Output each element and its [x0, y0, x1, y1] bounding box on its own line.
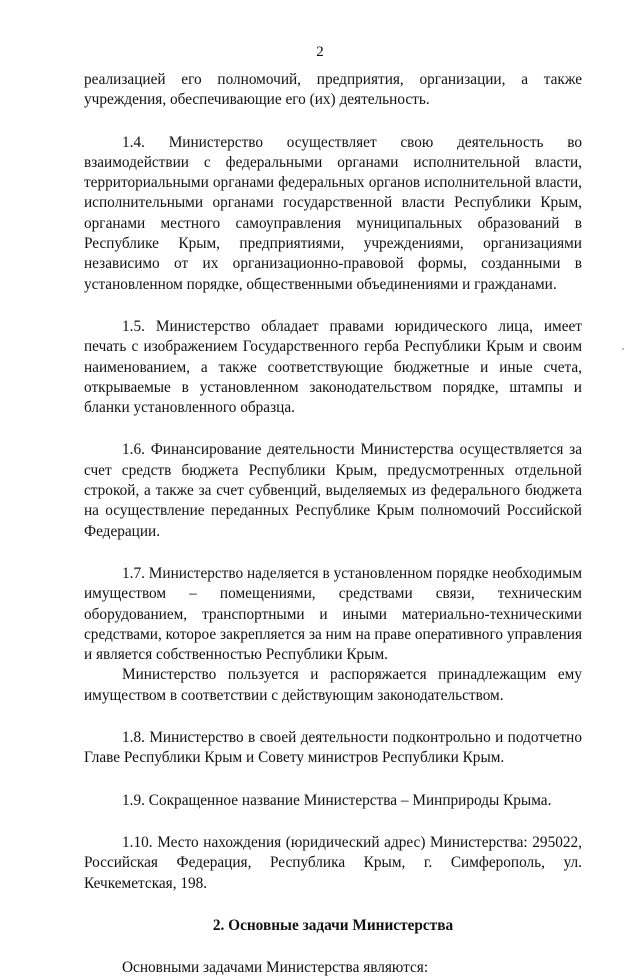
- paragraph-1-9: 1.9. Сокращенное название Министерства – Минприроды Крыма.: [122, 791, 552, 809]
- section-heading: 2. Основные задачи Министерства: [212, 916, 454, 934]
- paragraph-1-7-continued: Министерство пользуется и распоряжается принадлежащим ему имуществом в соответствии с действующим законодательством.: [84, 666, 582, 704]
- paragraph-1-7: 1.7. Министерство наделяется в установленном порядке необходимым имуществом – помещениями, средствами связи, техническим оборудованием, транспортными и иными материально-техническими средствами, которое закрепляется за ним на праве оперативного управления и является собственностью Республики Крым.: [84, 564, 582, 664]
- section-intro: Основными задачами Министерства являются:: [122, 959, 429, 977]
- paragraph-1-5: 1.5. Министерство обладает правами юридического лица, имеет печать с изображением Государственного герба Республики Крым и своим наименованием, а также соответствующие бюджетные и иные счета, открываемые в установленном законодательством порядке, штампы и бланки установленного образца.: [84, 317, 582, 417]
- paragraph-1-8: 1.8. Министерство в своей деятельности подконтрольно и подотчетно Главе Республики Крым и Совету министров Республики Крым.: [84, 729, 582, 767]
- paragraph-1-6: 1.6. Финансирование деятельности Министерства осуществляется за счет средств бюджета Республики Крым, предусмотренных отдельной строкой, а также за счет субвенций, выделяемых из федерального бюджета на осуществление переданных Республике Крым полномочий Российской Федерации.: [84, 441, 582, 540]
- page-number: 2: [316, 44, 324, 60]
- paragraph-1-10: 1.10. Место нахождения (юридический адрес) Министерства: 295022, Российская Федерация, Республика Крым, г. Симферополь, ул. Кечкеметская, 198.: [84, 833, 582, 892]
- paragraph-1-4: 1.4. Министерство осуществляет свою деятельность во взаимодействии с федеральными органами исполнительной власти, территориальными органами федеральных органов исполнительной власти, исполнительными органами государственной власти Республики Крым, органами местного самоуправления муниципальных образований в Республике Крым, предприятиями, учреждениями, организациями независимо от их организационно-правовой формы, созданными в установленном порядке, общественными объединениями и гражданами.: [84, 133, 582, 293]
- document-body: [84, 70, 582, 978]
- paragraph-continuation: реализацией его полномочий, предприятия, организации, а также учреждения, обеспечивающие его (их) деятельность.: [84, 71, 582, 109]
- scan-artifact: [622, 348, 624, 350]
